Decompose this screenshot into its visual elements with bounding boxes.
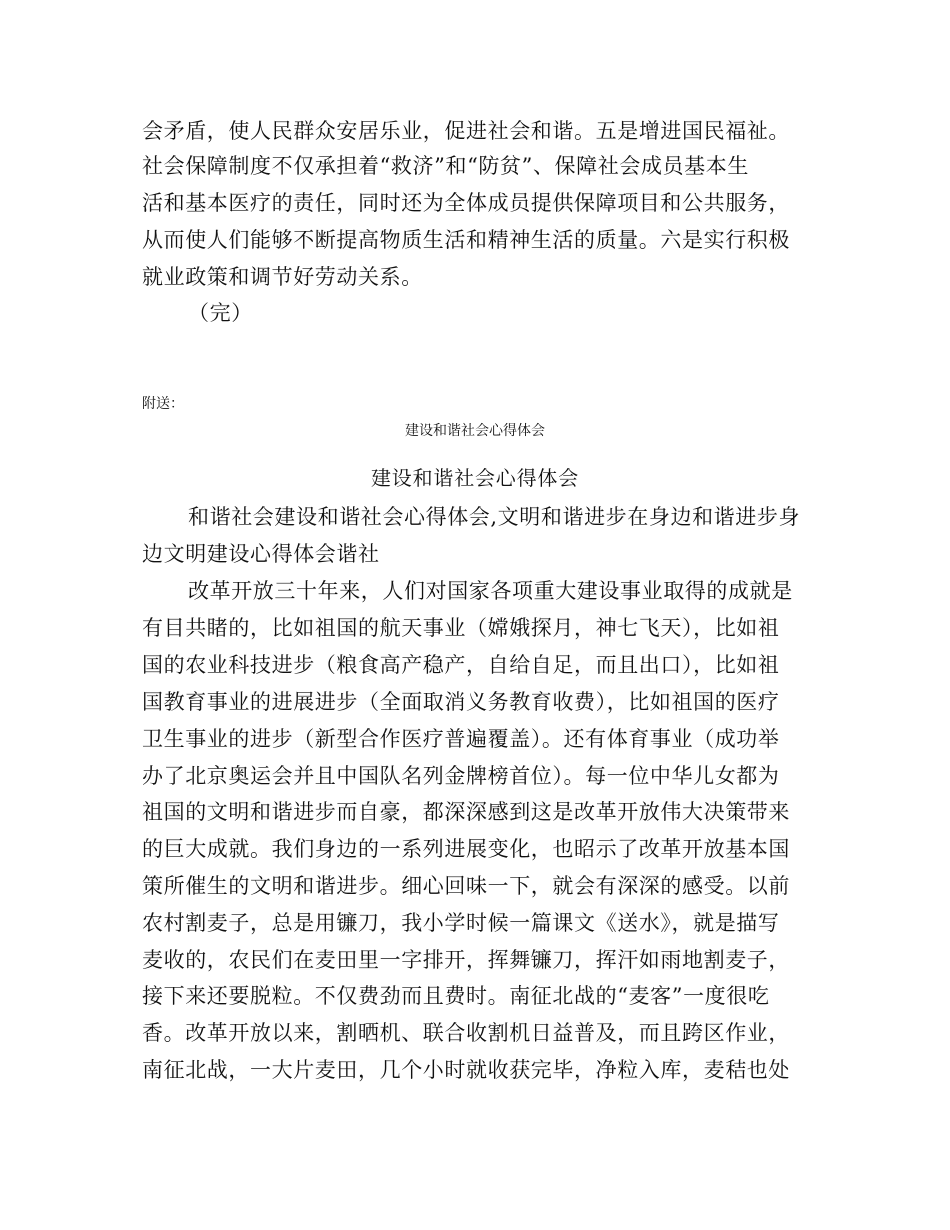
text-line: 南征北战，一大片麦田，几个小时就收获完毕，净粒入库，麦秸也处 <box>142 1058 790 1082</box>
text-line: 改革开放三十年来，人们对国家各项重大建设事业取得的成就是 <box>188 579 793 603</box>
text-line: 国的农业科技进步（粮食高产稳产，自给自足，而且出口），比如祖 <box>142 653 780 677</box>
text-line: 就业政策和调节好劳动关系。 <box>142 265 423 289</box>
page-title: 建设和谐社会心得体会 <box>371 466 579 490</box>
appendix-label: 附送： <box>142 396 184 412</box>
text-line: 有目共睹的，比如祖国的航天事业（嫦娥探月，神七飞天），比如祖 <box>142 616 780 640</box>
text-line: 社会保障制度不仅承担着“救济”和“防贫”、保障社会成员基本生 <box>142 154 749 178</box>
end-mark: （完） <box>188 301 253 325</box>
text-line: 办了北京奥运会并且中国队名列金牌榜首位）。每一位中华儿女都为 <box>142 764 780 788</box>
text-line: 会矛盾，使人民群众安居乐业，促进社会和谐。五是增进国民福祉。 <box>142 119 790 143</box>
text-line: 香。改革开放以来，割晒机、联合收割机日益普及，而且跨区作业， <box>142 1021 790 1045</box>
text-line: 农村割麦子，总是用镰刀，我小学时候一篇课文《送水》，就是描写 <box>142 911 780 935</box>
text-line: 和谐社会建设和谐社会心得体会,文明和谐进步在身边和谐进步身 <box>188 505 801 529</box>
text-line: 国教育事业的进展进步（全面取消义务教育收费），比如祖国的医疗 <box>142 690 780 714</box>
text-line: 的巨大成就。我们身边的一系列进展变化，也昭示了改革开放基本国 <box>142 837 790 861</box>
text-line: 策所催生的文明和谐进步。细心回味一下，就会有深深的感受。以前 <box>142 874 790 898</box>
text-line: 边文明建设心得体会谐社 <box>142 542 380 566</box>
appendix-small-title: 建设和谐社会心得体会 <box>405 423 545 439</box>
text-line: 从而使人们能够不断提高物质生活和精神生活的质量。六是实行积极 <box>142 228 790 252</box>
text-line: 接下来还要脱粒。不仅费劲而且费时。南征北战的“麦客”一度很吃 <box>142 984 770 1008</box>
text-line: 麦收的，农民们在麦田里一字排开，挥舞镰刀，挥汗如雨地割麦子， <box>142 948 790 972</box>
text-line: 活和基本医疗的责任，同时还为全体成员提供保障项目和公共服务， <box>142 191 790 215</box>
text-line: 卫生事业的进步（新型合作医疗普遍覆盖）。还有体育事业（成功举 <box>142 727 780 751</box>
text-line: 祖国的文明和谐进步而自豪，都深深感到这是改革开放伟大决策带来 <box>142 800 790 824</box>
